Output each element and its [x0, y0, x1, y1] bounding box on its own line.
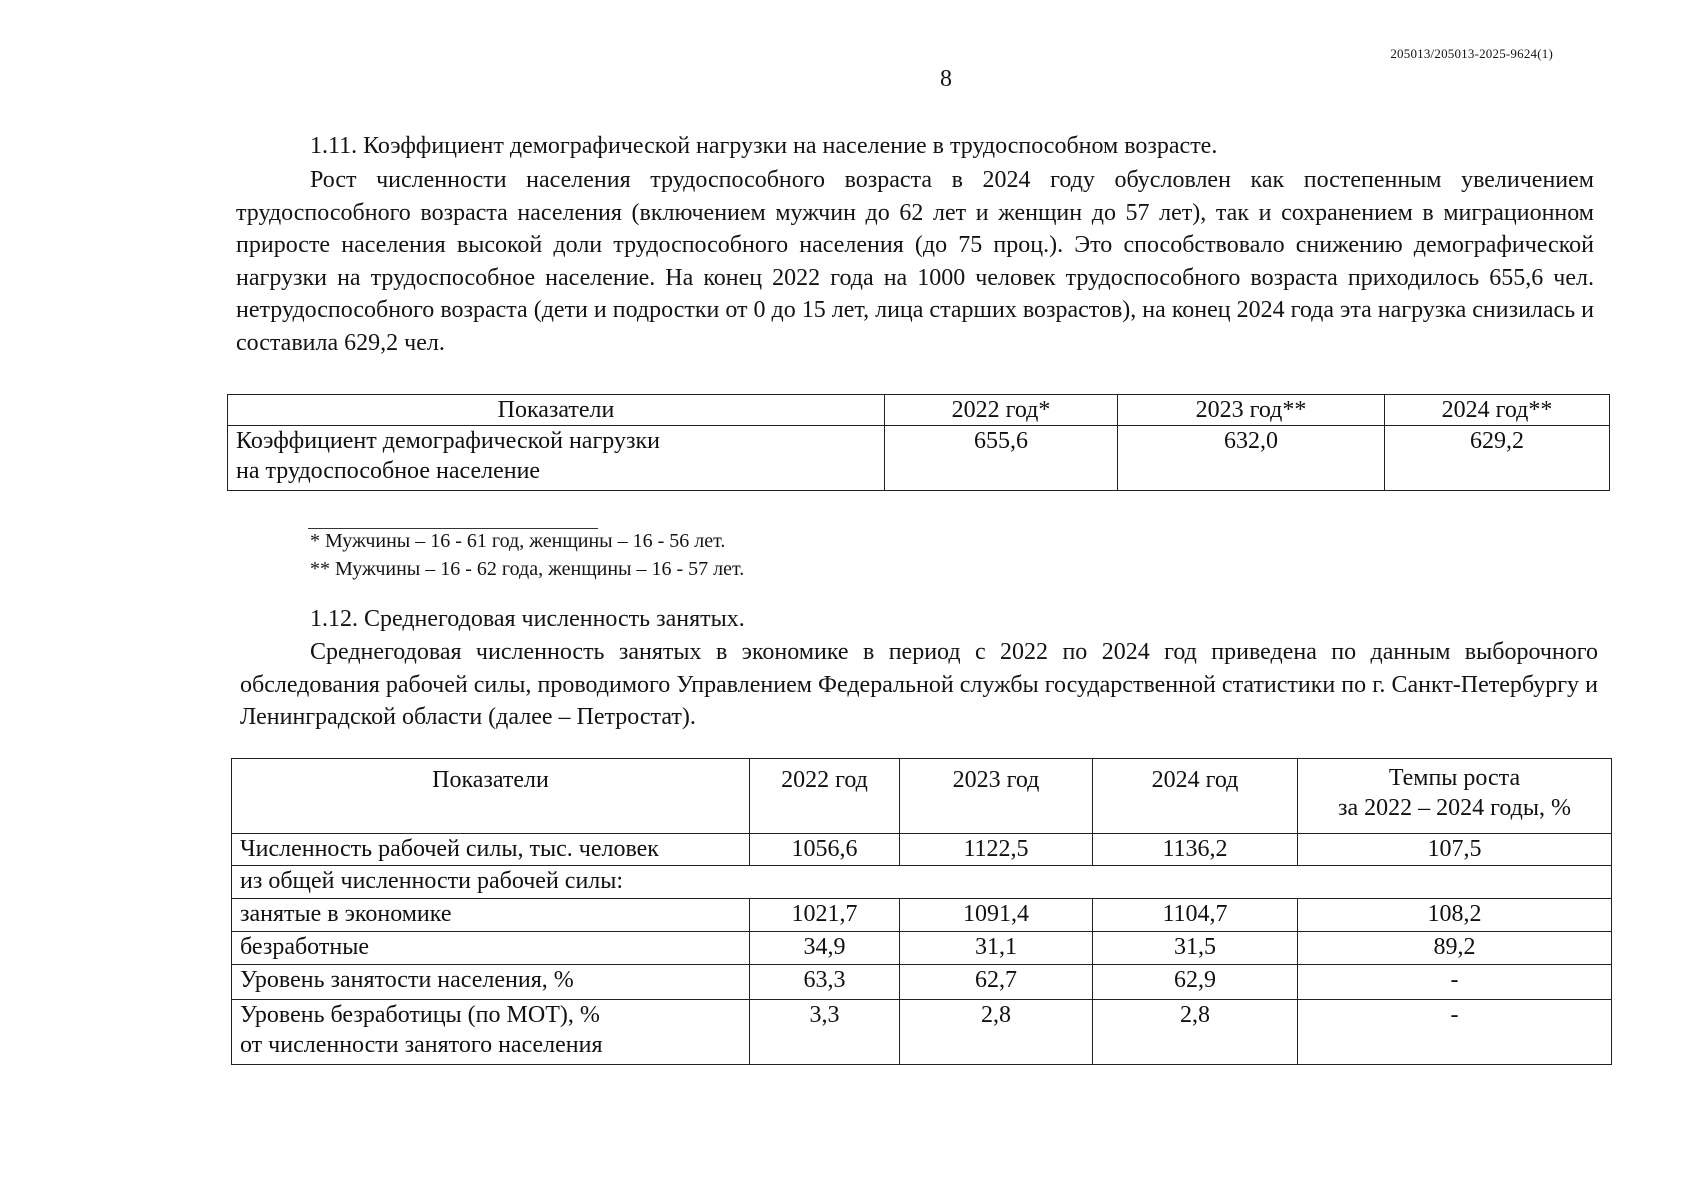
footnote-divider — [308, 528, 598, 529]
value-2022: 655,6 — [885, 426, 1118, 491]
row-label: Уровень занятости населения, % — [232, 965, 750, 1000]
header-2023: 2023 год** — [1118, 395, 1385, 426]
header-2023: 2023 год — [900, 759, 1093, 834]
value-2022: 63,3 — [750, 965, 900, 1000]
value-2024: 1136,2 — [1093, 834, 1298, 866]
table-row — [232, 834, 1612, 866]
document-id: 205013/205013-2025-9624(1) — [1390, 46, 1553, 61]
value-2022: 1056,6 — [750, 834, 900, 866]
value-2024: 1104,7 — [1093, 899, 1298, 932]
header-2024: 2024 год** — [1385, 395, 1610, 426]
value-2024: 629,2 — [1385, 426, 1610, 491]
table-row — [232, 866, 1612, 899]
value-growth: - — [1298, 1000, 1612, 1065]
row-label-line2: от численности занятого населения — [240, 1032, 603, 1058]
value-2022: 3,3 — [750, 1000, 900, 1065]
value-2023: 632,0 — [1118, 426, 1385, 491]
section-paragraph-1-11: Рост численности населения трудоспособного возраста в 2024 году обусловлен как постепенным увеличением трудоспособного возраста населения (включением мужчин до 62 лет и женщин до 57 лет), так и сохранением в миграционном приросте населения высокой доли трудоспособного населения (до 75 проц.). Это способствовало снижению демографической нагрузки на трудоспособное население. На конец 2022 года на 1000 человек трудоспособного возраста приходилось 655,6 чел. нетрудоспособного возраста (дети и подростки от 0 до 15 лет, лица старших возрастов), на конец 2024 года эта нагрузка снизилась и составила 629,2 чел. — [236, 167, 1594, 356]
row-label: занятые в экономике — [232, 899, 750, 932]
value-2024: 62,9 — [1093, 965, 1298, 1000]
table-header-row — [228, 395, 1610, 426]
row-label-line1: Коэффициент демографической нагрузки — [236, 428, 660, 454]
row-label — [232, 1000, 750, 1065]
value-growth: 89,2 — [1298, 932, 1612, 965]
row-label: Численность рабочей силы, тыс. человек — [232, 834, 750, 866]
header-growth-rate — [1298, 759, 1612, 834]
table-row — [232, 965, 1612, 1000]
row-label-line2: на трудоспособное население — [236, 458, 541, 484]
header-2022: 2022 год — [750, 759, 900, 834]
header-indicators: Показатели — [232, 759, 750, 834]
value-2023: 31,1 — [900, 932, 1093, 965]
table-row — [232, 899, 1612, 932]
table-row — [232, 1000, 1612, 1065]
value-2024: 31,5 — [1093, 932, 1298, 965]
value-2023: 1091,4 — [900, 899, 1093, 932]
value-2023: 2,8 — [900, 1000, 1093, 1065]
table-row — [232, 932, 1612, 965]
section-heading-1-12: 1.12. Среднегодовая численность занятых. — [310, 606, 745, 632]
header-2022: 2022 год* — [885, 395, 1118, 426]
value-2023: 1122,5 — [900, 834, 1093, 866]
value-growth: 108,2 — [1298, 899, 1612, 932]
value-2022: 34,9 — [750, 932, 900, 965]
row-subheader: из общей численности рабочей силы: — [232, 866, 1612, 899]
value-2022: 1021,7 — [750, 899, 900, 932]
employment-table — [231, 758, 1612, 1065]
table-header-row — [232, 759, 1612, 834]
row-label-line1: Уровень безработицы (по МОТ), % — [240, 1002, 600, 1028]
value-growth: - — [1298, 965, 1612, 1000]
row-label: безработные — [232, 932, 750, 965]
header-2024: 2024 год — [1093, 759, 1298, 834]
header-indicators: Показатели — [228, 395, 885, 426]
footnote-1: * Мужчины – 16 - 61 год, женщины – 16 - 56 лет. — [310, 530, 726, 552]
value-2023: 62,7 — [900, 965, 1093, 1000]
page-number: 8 — [940, 66, 952, 92]
section-heading-1-11: 1.11. Коэффициент демографической нагрузки на население в трудоспособном возрасте. — [310, 133, 1218, 159]
header-growth-line1: Темпы роста — [1388, 765, 1521, 791]
row-label — [228, 426, 885, 491]
footnote-2: ** Мужчины – 16 - 62 года, женщины – 16 - 57 лет. — [310, 558, 745, 580]
section-paragraph-1-12: Среднегодовая численность занятых в экономике в период с 2022 по 2024 год приведена по данным выборочного обследования рабочей силы, проводимого Управлением Федеральной службы государственной статистики по г. Санкт-Петербургу и Ленинградской области (далее – Петростат). — [240, 639, 1598, 730]
table-row — [228, 426, 1610, 491]
demographic-load-table — [227, 394, 1610, 491]
value-2024: 2,8 — [1093, 1000, 1298, 1065]
value-growth: 107,5 — [1298, 834, 1612, 866]
header-growth-line2: за 2022 – 2024 годы, % — [1337, 795, 1571, 821]
